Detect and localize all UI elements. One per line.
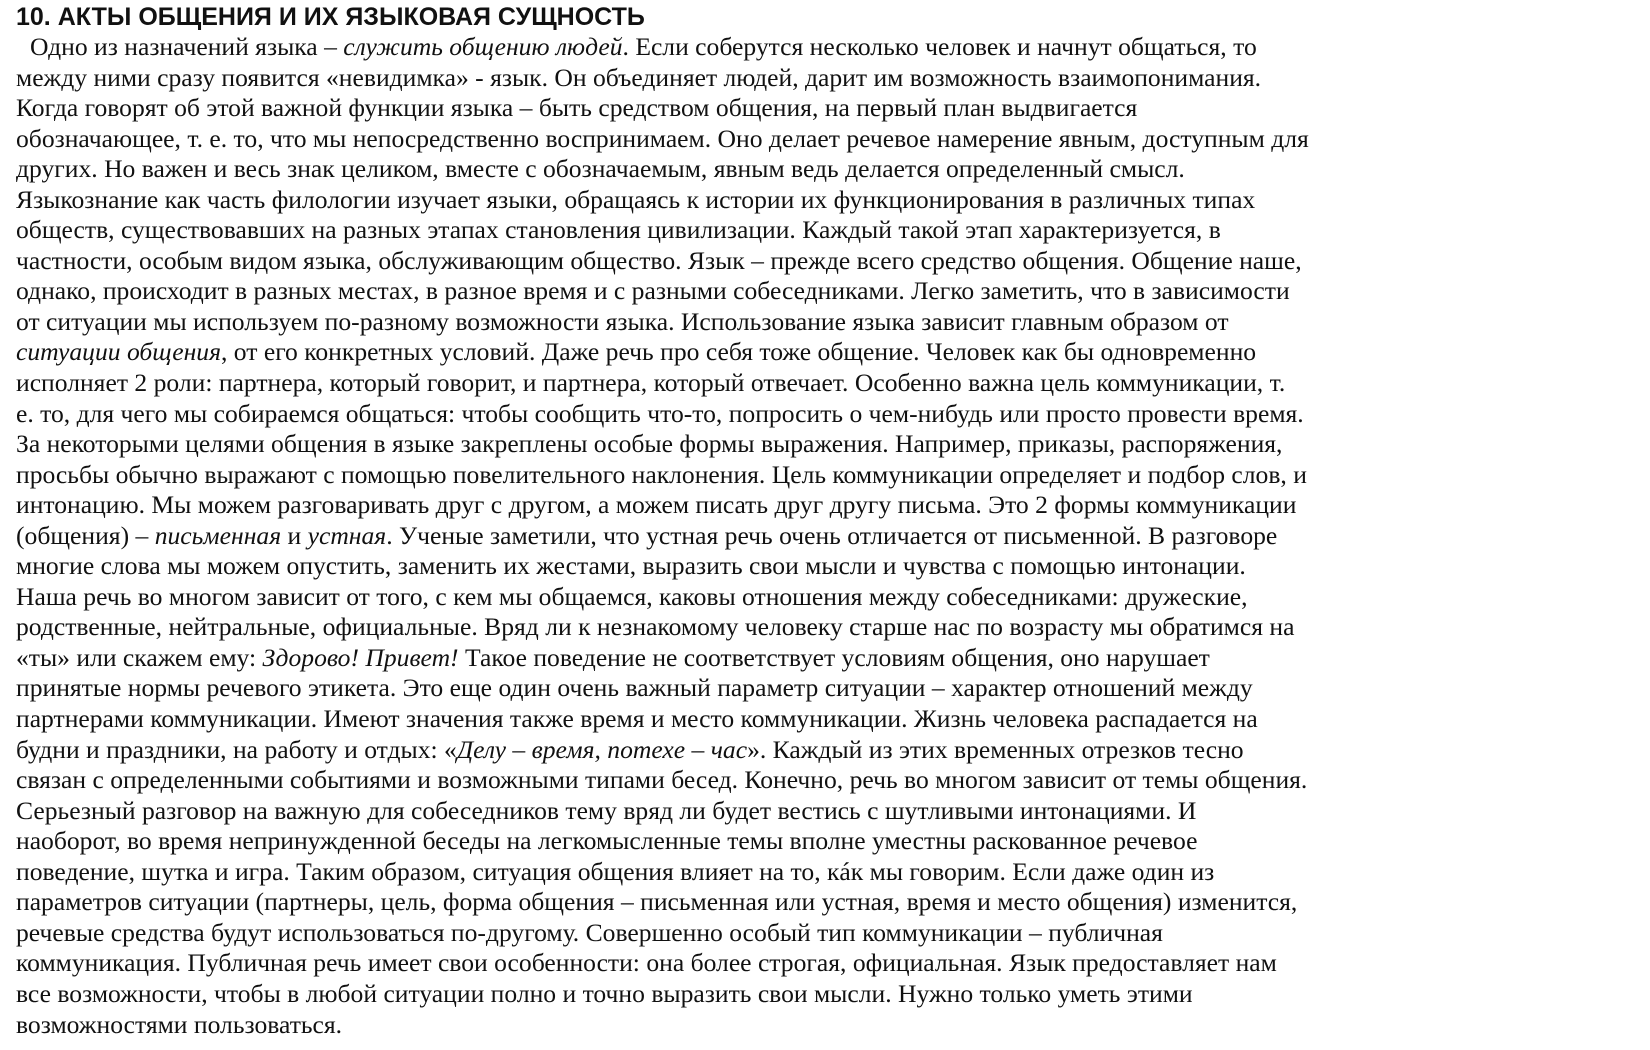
body-paragraph bbox=[16, 32, 1638, 1040]
italic-phrase: письменная bbox=[154, 520, 282, 550]
text-run: параметров ситуации (партнеры, цель, форма общения – письменная или устная, время и место общения) изменится, bbox=[16, 887, 1298, 917]
text-run: однако, происходит в разных местах, в разное время и с разными собеседниками. Легко заметить, что в зависимости bbox=[16, 276, 1290, 306]
text-line bbox=[16, 857, 1638, 888]
text-line bbox=[16, 582, 1638, 613]
text-run: е. то, для чего мы собираемся общаться: чтобы сообщить что-то, попросить о чем-нибудь или просто провести время. bbox=[16, 398, 1304, 428]
text-line bbox=[16, 551, 1638, 582]
italic-phrase: Здорово! Привет! bbox=[262, 642, 459, 672]
text-run: других. Но важен и весь знак целиком, вместе с обозначаемым, явным ведь делается определенный смысл. bbox=[16, 154, 1185, 184]
text-line bbox=[16, 246, 1638, 277]
text-run: Языкознание как часть филологии изучает языки, обращаясь к истории их функционирования в различных типах bbox=[16, 184, 1256, 214]
text-line bbox=[16, 918, 1638, 949]
text-line bbox=[16, 337, 1638, 368]
text-line bbox=[16, 1010, 1638, 1041]
text-run: Серьезный разговор на важную для собеседников тему вряд ли будет вестись с шутливыми интонациями. И bbox=[16, 795, 1197, 825]
text-line bbox=[16, 704, 1638, 735]
text-line bbox=[16, 735, 1638, 766]
text-line bbox=[16, 948, 1638, 979]
text-line bbox=[16, 93, 1638, 124]
italic-phrase: ситуации общения bbox=[16, 337, 221, 367]
text-run: возможностями пользоваться. bbox=[16, 1009, 343, 1039]
text-line bbox=[16, 368, 1638, 399]
text-run: между ними сразу появится «невидимка» - язык. Он объединяет людей, дарит им возможность взаимопонимания. bbox=[16, 62, 1262, 92]
text-line bbox=[16, 399, 1638, 430]
text-line bbox=[16, 490, 1638, 521]
text-line bbox=[16, 185, 1638, 216]
text-run: речевые средства будут использоваться по-другому. Совершенно особый тип коммуникации – публичная bbox=[16, 917, 1163, 947]
text-line bbox=[16, 215, 1638, 246]
text-run: , от его конкретных условий. Даже речь про себя тоже общение. Человек как бы одновременно bbox=[221, 337, 1257, 367]
text-run: родственные, нейтральные, официальные. Вряд ли к незнакомому человеку старше нас по возрасту мы обратимся на bbox=[16, 612, 1295, 642]
italic-phrase: устная bbox=[307, 520, 387, 550]
text-line bbox=[16, 63, 1638, 94]
text-line bbox=[16, 765, 1638, 796]
text-run: интонацию. Мы можем разговаривать друг с другом, а можем писать друг другу письма. Это 2 формы коммуникации bbox=[16, 490, 1297, 520]
text-line bbox=[16, 276, 1638, 307]
text-run: За некоторыми целями общения в языке закреплены особые формы выражения. Например, приказы, распоряжения, bbox=[16, 429, 1283, 459]
text-line bbox=[16, 32, 1638, 63]
text-run: поведение, шутка и игра. Таким образом, ситуация общения влияет на то, кáк мы говорим. Если даже один из bbox=[16, 856, 1215, 886]
text-line bbox=[16, 673, 1638, 704]
text-run: все возможности, чтобы в любой ситуации полно и точно выразить свои мысли. Нужно только уметь этими bbox=[16, 978, 1193, 1008]
text-run: «ты» или скажем ему: bbox=[16, 642, 263, 672]
text-run: партнерами коммуникации. Имеют значения также время и место коммуникации. Жизнь человека распадается на bbox=[16, 704, 1258, 734]
text-run: наоборот, во время непринужденной беседы на легкомысленные темы вполне уместны раскованное речевое bbox=[16, 826, 1198, 856]
text-run: Наша речь во многом зависит от того, с кем мы общаемся, каковы отношения между собеседниками: дружеские, bbox=[16, 581, 1248, 611]
text-line bbox=[16, 796, 1638, 827]
text-line bbox=[16, 429, 1638, 460]
text-line bbox=[16, 643, 1638, 674]
text-line bbox=[16, 826, 1638, 857]
text-line bbox=[16, 460, 1638, 491]
text-line bbox=[16, 124, 1638, 155]
text-run: обществ, существовавших на разных этапах становления цивилизации. Каждый такой этап характеризуется, в bbox=[16, 215, 1221, 245]
italic-phrase: Делу – время, потехе – час bbox=[456, 734, 748, 764]
text-run: связан с определенными событиями и возможными типами бесед. Конечно, речь во многом зависит от темы общения. bbox=[16, 765, 1308, 795]
text-run: и bbox=[281, 520, 308, 550]
document-page bbox=[16, 2, 1638, 1040]
text-line bbox=[16, 612, 1638, 643]
text-line bbox=[16, 521, 1638, 552]
text-run: обозначающее, т. е. то, что мы непосредственно воспринимаем. Оно делает речевое намерение явным, доступным для bbox=[16, 123, 1309, 153]
text-run: исполняет 2 роли: партнера, который говорит, и партнера, который отвечает. Особенно важна цель коммуникации, т. bbox=[16, 368, 1286, 398]
text-run: коммуникация. Публичная речь имеет свои особенности: она более строгая, официальная. Язык предоставляет нам bbox=[16, 948, 1277, 978]
text-run: Такое поведение не соответствует условиям общения, оно нарушает bbox=[458, 642, 1210, 672]
text-run: . Если соберутся несколько человек и начнут общаться, то bbox=[622, 32, 1257, 61]
text-run: Когда говорят об этой важной функции языка – быть средством общения, на первый план выдвигается bbox=[16, 93, 1138, 123]
text-run: просьбы обычно выражают с помощью повелительного наклонения. Цель коммуникации определяет и подбор слов, и bbox=[16, 459, 1307, 489]
text-line bbox=[16, 979, 1638, 1010]
text-run: будни и праздники, на работу и отдых: « bbox=[16, 734, 457, 764]
text-run: от ситуации мы используем по-разному возможности языка. Использование языка зависит главным образом от bbox=[16, 306, 1229, 336]
text-run: Одно из назначений языка – bbox=[30, 32, 344, 61]
italic-phrase: служить общению людей bbox=[343, 32, 623, 61]
section-heading: 10. АКТЫ ОБЩЕНИЯ И ИХ ЯЗЫКОВАЯ СУЩНОСТЬ bbox=[16, 3, 645, 31]
text-run: частности, особым видом языка, обслуживающим общество. Язык – прежде всего средство общения. Общение наше, bbox=[16, 245, 1302, 275]
text-run: принятые нормы речевого этикета. Это еще один очень важный параметр ситуации – характер отношений между bbox=[16, 673, 1253, 703]
text-run: . Ученые заметили, что устная речь очень отличается от письменной. В разговоре bbox=[386, 520, 1278, 550]
text-line bbox=[16, 154, 1638, 185]
text-run: ». Каждый из этих временных отрезков тесно bbox=[747, 734, 1244, 764]
text-line bbox=[16, 307, 1638, 338]
text-run: многие слова мы можем опустить, заменить их жестами, выразить свои мысли и чувства с помощью интонации. bbox=[16, 551, 1246, 581]
text-line bbox=[16, 887, 1638, 918]
text-run: (общения) – bbox=[16, 520, 155, 550]
